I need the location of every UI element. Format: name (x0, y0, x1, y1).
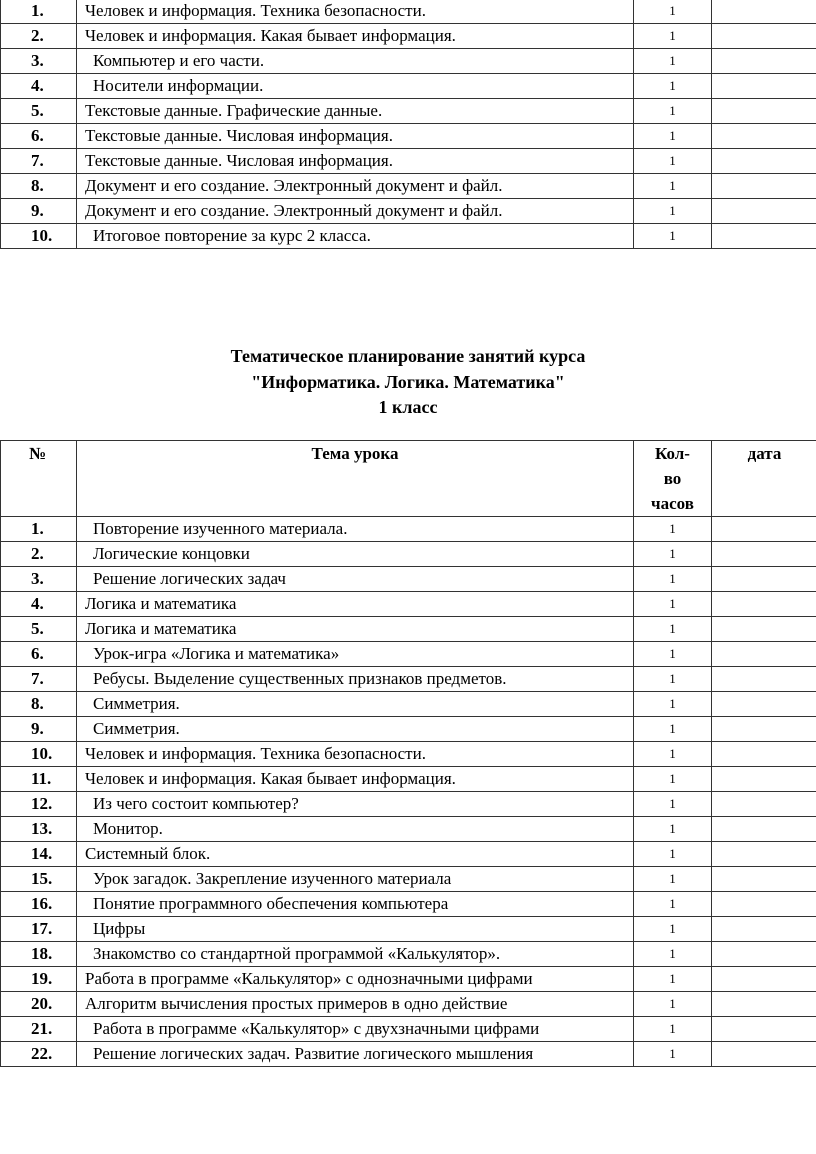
row-date[interactable] (712, 967, 816, 992)
table-row (1, 917, 816, 942)
row-date[interactable] (712, 24, 816, 49)
row-number: 4. (1, 592, 77, 617)
row-number: 1. (1, 0, 77, 24)
row-topic: Человек и информация. Какая бывает информация. (77, 24, 634, 49)
row-date[interactable] (712, 942, 816, 967)
row-date[interactable] (712, 717, 816, 742)
row-topic: Текстовые данные. Числовая информация. (77, 149, 634, 174)
table-row (1, 74, 816, 99)
table-row (1, 99, 816, 124)
row-number: 20. (1, 992, 77, 1017)
row-topic: Логические концовки (77, 542, 634, 567)
table-row (1, 49, 816, 74)
row-number: 6. (1, 124, 77, 149)
title-line-3: 1 класс (378, 397, 438, 417)
header-date: дата (712, 441, 816, 517)
row-topic: Человек и информация. Техника безопасности. (77, 742, 634, 767)
row-number: 2. (1, 542, 77, 567)
title-line-1: Тематическое планирование занятий курса (230, 346, 586, 366)
row-number: 17. (1, 917, 77, 942)
row-hours: 1 (634, 867, 712, 892)
row-date[interactable] (712, 74, 816, 99)
row-date[interactable] (712, 517, 816, 542)
row-hours: 1 (634, 0, 712, 24)
row-hours: 1 (634, 892, 712, 917)
row-hours: 1 (634, 792, 712, 817)
row-number: 7. (1, 667, 77, 692)
table-row (1, 692, 816, 717)
row-topic: Работа в программе «Калькулятор» с однозначными цифрами (77, 967, 634, 992)
row-topic: Компьютер и его части. (77, 49, 634, 74)
row-date[interactable] (712, 992, 816, 1017)
row-hours: 1 (634, 174, 712, 199)
row-number: 5. (1, 617, 77, 642)
table-row (1, 942, 816, 967)
row-date[interactable] (712, 692, 816, 717)
row-number: 12. (1, 792, 77, 817)
table-row (1, 0, 816, 24)
row-date[interactable] (712, 817, 816, 842)
row-date[interactable] (712, 99, 816, 124)
row-date[interactable] (712, 542, 816, 567)
row-topic: Текстовые данные. Числовая информация. (77, 124, 634, 149)
table-row (1, 667, 816, 692)
row-hours: 1 (634, 617, 712, 642)
row-date[interactable] (712, 0, 816, 24)
row-hours: 1 (634, 592, 712, 617)
table-row (1, 867, 816, 892)
row-hours: 1 (634, 199, 712, 224)
table-row (1, 199, 816, 224)
table-row (1, 124, 816, 149)
table-row (1, 817, 816, 842)
row-topic: Итоговое повторение за курс 2 класса. (77, 224, 634, 249)
header-hours (634, 441, 712, 517)
row-number: 8. (1, 174, 77, 199)
row-hours: 1 (634, 917, 712, 942)
table-row (1, 742, 816, 767)
row-date[interactable] (712, 149, 816, 174)
table-row (1, 892, 816, 917)
row-date[interactable] (712, 224, 816, 249)
row-date[interactable] (712, 49, 816, 74)
header-number: № (1, 441, 77, 517)
row-number: 6. (1, 642, 77, 667)
row-topic: Симметрия. (77, 692, 634, 717)
row-date[interactable] (712, 842, 816, 867)
row-number: 2. (1, 24, 77, 49)
row-date[interactable] (712, 667, 816, 692)
row-hours: 1 (634, 567, 712, 592)
row-number: 21. (1, 1017, 77, 1042)
row-topic: Работа в программе «Калькулятор» с двухзначными цифрами (77, 1017, 634, 1042)
row-topic: Алгоритм вычисления простых примеров в одно действие (77, 992, 634, 1017)
row-number: 3. (1, 49, 77, 74)
row-topic: Текстовые данные. Графические данные. (77, 99, 634, 124)
row-number: 15. (1, 867, 77, 892)
row-topic: Носители информации. (77, 74, 634, 99)
row-date[interactable] (712, 767, 816, 792)
table-row (1, 174, 816, 199)
table-row (1, 1042, 816, 1067)
row-topic: Решение логических задач (77, 567, 634, 592)
row-hours: 1 (634, 967, 712, 992)
row-hours: 1 (634, 842, 712, 867)
row-hours: 1 (634, 767, 712, 792)
table-row (1, 642, 816, 667)
row-topic: Человек и информация. Какая бывает информация. (77, 767, 634, 792)
row-date[interactable] (712, 892, 816, 917)
row-number: 18. (1, 942, 77, 967)
row-topic: Из чего состоит компьютер? (77, 792, 634, 817)
row-date[interactable] (712, 792, 816, 817)
header-hours-line: часов (651, 494, 694, 513)
row-date[interactable] (712, 1017, 816, 1042)
row-hours: 1 (634, 24, 712, 49)
table-row (1, 567, 816, 592)
row-date[interactable] (712, 1042, 816, 1067)
row-hours: 1 (634, 49, 712, 74)
section-title (0, 344, 816, 421)
row-date[interactable] (712, 124, 816, 149)
lesson-table-2nd-grade (0, 0, 816, 249)
table-row (1, 224, 816, 249)
row-hours: 1 (634, 542, 712, 567)
row-hours: 1 (634, 667, 712, 692)
row-number: 10. (1, 742, 77, 767)
lesson-table-1st-grade (0, 440, 816, 1067)
row-topic: Повторение изученного материала. (77, 517, 634, 542)
row-number: 9. (1, 717, 77, 742)
row-date[interactable] (712, 642, 816, 667)
row-hours: 1 (634, 692, 712, 717)
row-number: 22. (1, 1042, 77, 1067)
row-number: 14. (1, 842, 77, 867)
row-date[interactable] (712, 174, 816, 199)
header-topic: Тема урока (77, 441, 634, 517)
row-topic: Документ и его создание. Электронный документ и файл. (77, 199, 634, 224)
row-topic: Урок загадок. Закрепление изученного материала (77, 867, 634, 892)
row-date[interactable] (712, 867, 816, 892)
row-topic: Логика и математика (77, 617, 634, 642)
row-date[interactable] (712, 617, 816, 642)
row-topic: Документ и его создание. Электронный документ и файл. (77, 174, 634, 199)
row-number: 9. (1, 199, 77, 224)
row-hours: 1 (634, 1042, 712, 1067)
row-hours: 1 (634, 992, 712, 1017)
table-row (1, 767, 816, 792)
header-hours-line: во (663, 469, 682, 488)
row-date[interactable] (712, 567, 816, 592)
row-number: 8. (1, 692, 77, 717)
row-number: 1. (1, 517, 77, 542)
row-date[interactable] (712, 742, 816, 767)
row-topic: Знакомство со стандартной программой «Калькулятор». (77, 942, 634, 967)
row-number: 5. (1, 99, 77, 124)
table-row (1, 517, 816, 542)
row-topic: Понятие программного обеспечения компьютера (77, 892, 634, 917)
row-number: 11. (1, 767, 77, 792)
row-hours: 1 (634, 149, 712, 174)
row-hours: 1 (634, 742, 712, 767)
row-topic: Монитор. (77, 817, 634, 842)
table-row (1, 842, 816, 867)
header-hours-line: Кол- (655, 444, 690, 463)
row-number: 4. (1, 74, 77, 99)
row-date[interactable] (712, 199, 816, 224)
table-row (1, 617, 816, 642)
row-hours: 1 (634, 817, 712, 842)
row-topic: Человек и информация. Техника безопасности. (77, 0, 634, 24)
row-number: 13. (1, 817, 77, 842)
row-topic: Цифры (77, 917, 634, 942)
row-number: 10. (1, 224, 77, 249)
row-number: 3. (1, 567, 77, 592)
row-hours: 1 (634, 74, 712, 99)
table-row (1, 542, 816, 567)
row-hours: 1 (634, 1017, 712, 1042)
table-row (1, 792, 816, 817)
row-hours: 1 (634, 517, 712, 542)
row-hours: 1 (634, 942, 712, 967)
table-row (1, 1017, 816, 1042)
row-number: 16. (1, 892, 77, 917)
table-row (1, 717, 816, 742)
row-number: 19. (1, 967, 77, 992)
row-topic: Системный блок. (77, 842, 634, 867)
row-number: 7. (1, 149, 77, 174)
row-topic: Логика и математика (77, 592, 634, 617)
table-row (1, 992, 816, 1017)
row-topic: Симметрия. (77, 717, 634, 742)
row-date[interactable] (712, 592, 816, 617)
table-row (1, 149, 816, 174)
row-hours: 1 (634, 124, 712, 149)
row-topic: Решение логических задач. Развитие логического мышления (77, 1042, 634, 1067)
table-row (1, 967, 816, 992)
row-hours: 1 (634, 717, 712, 742)
row-hours: 1 (634, 224, 712, 249)
table-row (1, 592, 816, 617)
row-hours: 1 (634, 99, 712, 124)
row-hours: 1 (634, 642, 712, 667)
table-row (1, 24, 816, 49)
row-topic: Урок-игра «Логика и математика» (77, 642, 634, 667)
title-line-2: "Информатика. Логика. Математика" (251, 371, 565, 392)
row-topic: Ребусы. Выделение существенных признаков предметов. (77, 667, 634, 692)
row-date[interactable] (712, 917, 816, 942)
